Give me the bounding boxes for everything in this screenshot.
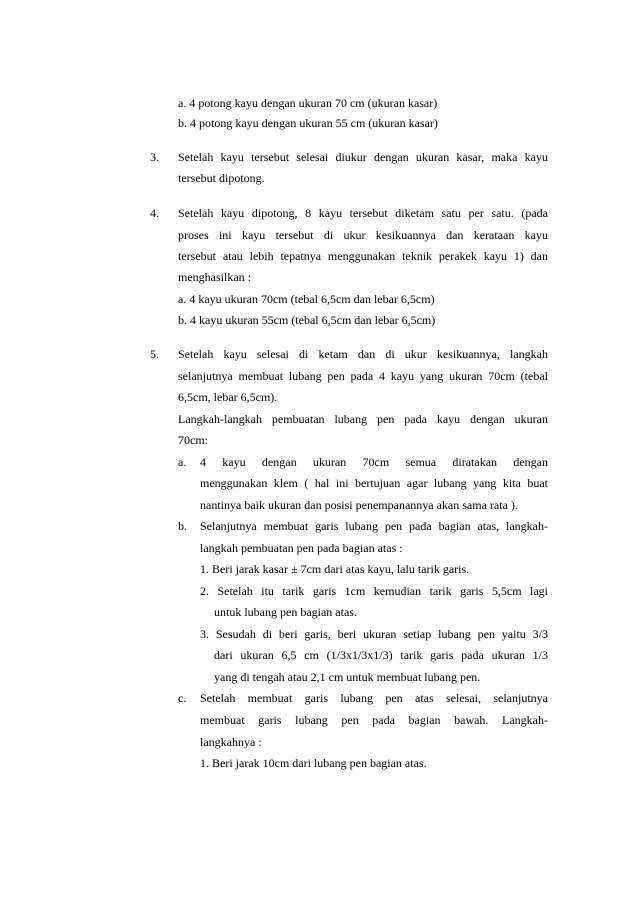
step-b-1: 1. Beri jarak kasar ± 7cm dari atas kayu, lalu tarik garis. (200, 562, 470, 576)
item-number-5: 5. (150, 347, 159, 361)
item-3-line-1: Setelah kayu tersebut selesai diukur dengan ukuran kasar, maka kayu (178, 150, 548, 164)
sub-item-a-line-2: menggunakan klem ( hal ini bertujuan agar lubang yang kita buat (200, 476, 548, 490)
item-5-line-2: selanjutnya membuat lubang pen pada 4 kayu yang ukuran 70cm (tebal (178, 369, 548, 383)
list-item-a-70cm: a. 4 potong kayu dengan ukuran 70 cm (ukuran kasar) (178, 96, 438, 110)
sub-item-c-line-3: langkahnya : (200, 735, 262, 749)
sub-item-b-line-1: Selanjutnya membuat garis lubang pen pada bagian atas, langkah- (200, 519, 548, 533)
step-b-3-line-1: 3. Sesudah di beri garis, beri ukuran setiap lubang pen yaitu 3/3 (200, 627, 548, 641)
item-4-line-2: proses ini kayu tersebut di ukur kesikuannya dan kerataan kayu (178, 228, 548, 242)
item-5-line-4: Langkah-langkah pembuatan lubang pen pada kayu dengan ukuran (178, 412, 548, 426)
item-4-line-4: menghasilkan : (178, 270, 251, 284)
sub-item-b-line-2: langkah pembuatan pen pada bagian atas : (200, 541, 403, 555)
sub-item-c-label: c. (178, 691, 187, 705)
list-item-b-55cm: b. 4 potong kayu dengan ukuran 55 cm (ukuran kasar) (178, 116, 438, 130)
step-c-1: 1. Beri jarak 10cm dari lubang pen bagian atas. (200, 756, 427, 770)
step-b-3-line-2: dari ukuran 6,5 cm (1/3x1/3x1/3) tarik garis pada ukuran 1/3 (214, 648, 548, 662)
sub-item-a-line-1: 4 kayu dengan ukuran 70cm semua diratakan dengan (200, 455, 548, 469)
item-3-line-2: tersebut dipotong. (178, 171, 265, 185)
step-b-2-line-1: 2. Setelah itu tarik garis 1cm kemudian tarik garis 5,5cm lagi (200, 584, 548, 598)
item-number-3: 3. (150, 150, 159, 164)
item-5-line-3: 6,5cm, lebar 6,5cm). (178, 390, 278, 404)
item-5-line-5: 70cm: (178, 433, 208, 447)
item-4-sub-a: a. 4 kayu ukuran 70cm (tebal 6,5cm dan lebar 6,5cm) (178, 292, 435, 306)
sub-item-c-line-1: Setelah membuat garis lubang pen atas selesai, selanjutnya (200, 691, 548, 705)
item-number-4: 4. (150, 206, 159, 220)
sub-item-c-line-2: membuat garis lubang pen pada bagian bawah. Langkah- (200, 713, 548, 727)
sub-item-b-label: b. (178, 519, 187, 533)
item-4-line-1: Setelah kayu dipotong, 8 kayu tersebut diketam satu per satu. (pada (178, 206, 548, 220)
step-b-3-line-3: yang di tengah atau 2,1 cm untuk membuat lubang pen. (214, 670, 481, 684)
item-5-line-1: Setelah kayu selesai di ketam dan di ukur kesikuannya, langkah (178, 347, 548, 361)
sub-item-a-label: a. (178, 455, 187, 469)
step-b-2-line-2: untuk lubang pen bagian atas. (214, 605, 357, 619)
item-4-line-3: tersebut atau lebih tepatnya menggunakan teknik perakek kayu 1) dan (178, 249, 548, 263)
sub-item-a-line-3: nantinya baik ukuran dan posisi penempanannya akan sama rata ). (200, 498, 518, 512)
item-4-sub-b: b. 4 kayu ukuran 55cm (tebal 6,5cm dan lebar 6,5cm) (178, 313, 436, 327)
